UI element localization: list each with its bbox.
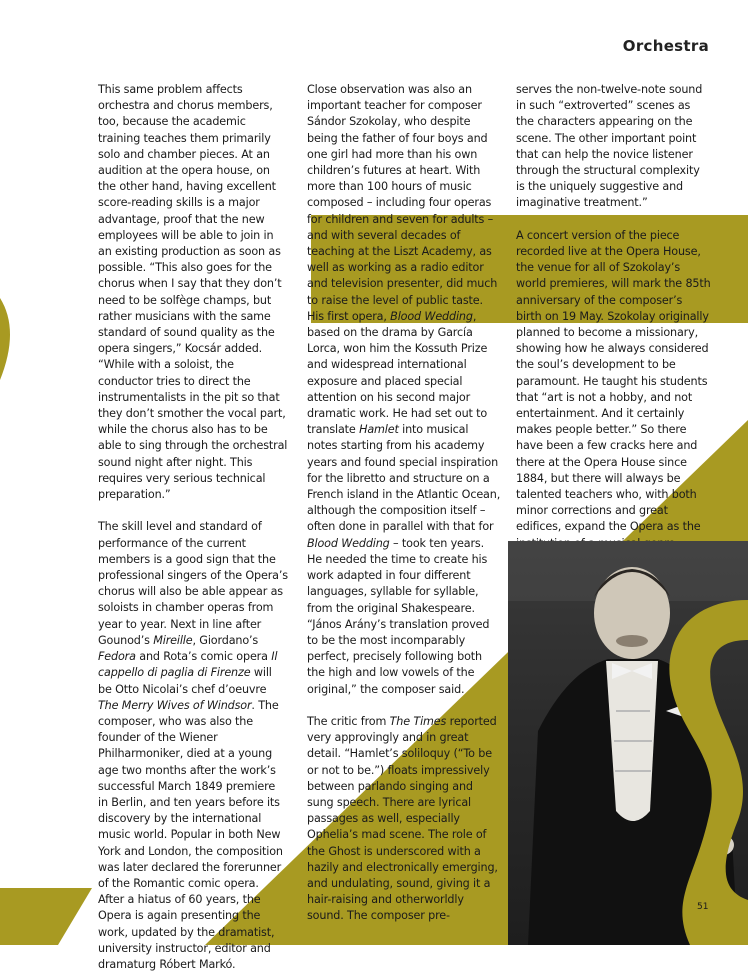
paragraph: The skill level and standard of performance of the current members is a good sign that the professional singers of the Opera’s chorus will also be able appear as soloists in chamber operas from year to year. Next in line after Gounod’s Mireille, Giordano’s Fedora and Rota’s comic opera Il cappello di paglia di Firenze will be Otto Nicolai’s chef d’oeuvre The Merry Wives of Windsor. The composer, who was also the founder of the Wiener Philharmoniker, died at a young age two months after the work’s successful March 1849 premiere in Berlin, and ten years before its discovery by the international music world. Popular in both New York and London, the composition was later declared the forerunner of the Romantic comic opera. After a hiatus of 60 years, the Opera is again presenting the work, updated by the dramatist, university instructor, editor and dramaturg Róbert Markó. [98, 520, 288, 971]
page-number: 51 [697, 902, 709, 912]
paragraph: This same problem affects orchestra and chorus members, too, because the academic training teaches them primarily solo and chamber pieces. At an audition at the opera house, on the other hand, having excellent score-reading skills is a major advantage, proof that the new employees will be able to join in an existing production as soon as possible. “This also goes for the chorus when I say that they don’t need to be solfège champs, but rather musicians with the same standard of sound quality as the opera singers,” Kocsár added. “While with a soloist, the conductor tries to direct the instrumentalists in the pit so that they don’t smother the vocal part, while the chorus also has to be able to sing through the orchestral sound night after night. This requires very serious technical preparation.” [98, 83, 288, 502]
paragraph: Close observation was also an important teacher for composer Sándor Szokolay, who despite being the father of four boys and one girl had more than his own children’s futures at heart. With more than 100 hours of music composed – including four operas for children and seven for adults – and with several decades of teaching at the Liszt Academy, as well as working as a radio editor and television presenter, did much to raise the level of public taste. His first opera, Blood Wedding, based on the drama by García Lorca, won him the Kossuth Prize and widespread international exposure and placed special attention on his second major dramatic work. He had set out to translate Hamlet into musical notes starting from his academy years and found special inspiration for the libretto and structure on a French island in the Atlantic Ocean, although the composition itself – often done in parallel with that for Blood Wedding – took ten years. He needed the time to create his work adapted in four different languages, syllable for syllable, from the original Shakespeare. “János Arány’s translation proved to be the most incomparably perfect, precisely following both the high and low vowels of the original,” the composer said. [307, 83, 501, 696]
section-title: Orchestra [622, 37, 709, 55]
paragraph: A concert version of the piece recorded live at the Opera House, the venue for all of Szokolay’s world premieres, will mark the 85th anniversary of the composer’s birth on 19 May. Szokolay originally planned to become a missionary, showing how he always considered the soul’s development to be paramount. He taught his students that “art is not a hobby, and not entertainment. And it certainly makes people better.” So there have been a few cracks here and there at the Opera House since 1884, but there will always be talented teachers who, with both minor corrections and great edifices, expand the Opera as the [516, 228, 711, 552]
paragraph: The critic from The Times reported very approvingly and in great detail. “Hamlet’s soliloquy (“To be or not to be.”) floats impressively between parlando singing and sung speech. There are lyrical passages as well, especially Ophelia’s mad scene. The role of the Ghost is underscored with a hazily and electronically emerging, and undulating, sound, giving it a hair-raising and otherworldly sound. The composer pre- [307, 714, 498, 923]
paragraph: serves the non-twelve-note sound in such “extroverted” scenes as the characters appearing on the scene. The other important point that can help the novice listener through the structural complexity is the uniquely suggestive and imaginative treatment.” [516, 83, 703, 210]
